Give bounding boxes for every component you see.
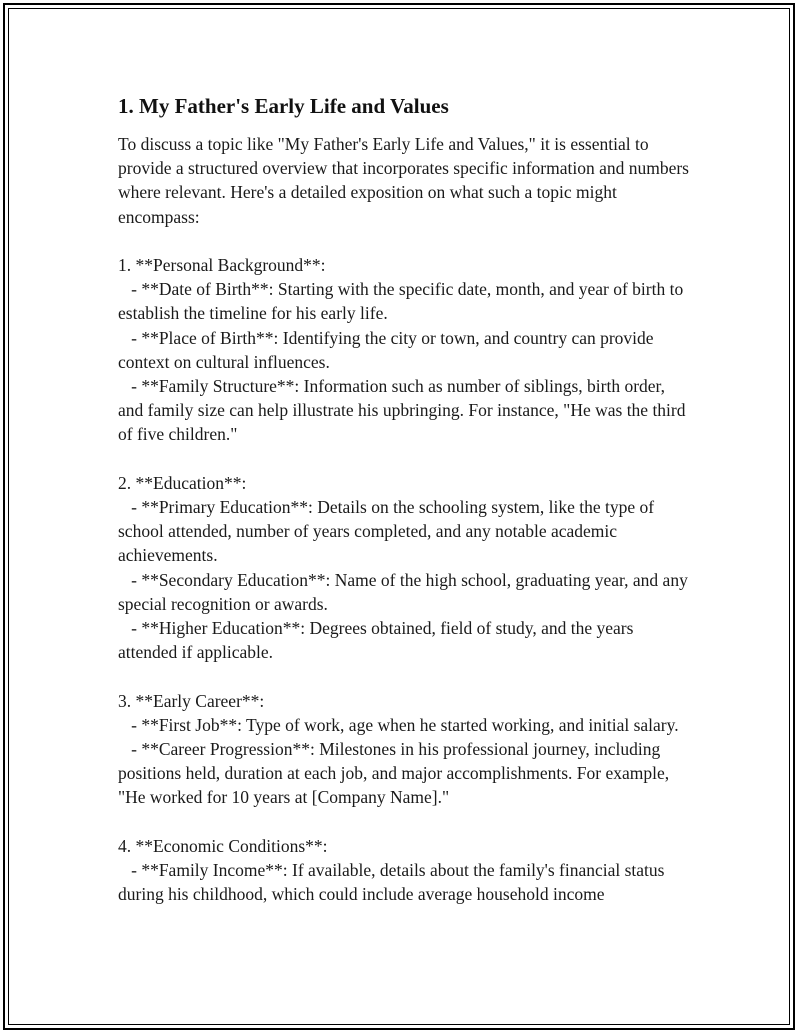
document-body: To discuss a topic like "My Father's Early Life and Values," it is essential to provide a structured overview that incorporates specific information and numbers where relevant. Here's a detailed exposition on what such a topic might encompass: 1. **Personal Background**: - **Date of Birth**: Starting with the specific date, month, and year of birth to establish the timeline for his early life. - **Place of Birth**: Identifying the city or town, and country can provide context on cultural influences. - **Family Structure**: Information such as number of siblings, birth order, and family size can help illustrate his upbringing. For instance, "He was the third of five children." 2. **Education**: - **Primary Education**: Details on the schooling system, like the type of school attended, number of years completed, and any notable academic achievements. - **Secondary Education**: Name of the high school, graduating year, and any special recognition or awards. - **Higher Education**: Degrees obtained, field of study, and the years attended if applicable. 3. **Early Career**: - **First Job**: Type of work, age when he started working, and initial salary. - **Career Progression**: Milestones in his professional journey, including positions held, duration at each job, and major accomplishments. For example, "He worked for 10 years at [Company Name]." 4. **Economic Conditions**: - **Family Income**: If available, details about the family's financial status during his childhood, which could include average household income	[118, 134, 689, 905]
document-heading: 1. My Father's Early Life and Values	[118, 94, 449, 118]
document-content	[118, 92, 693, 907]
